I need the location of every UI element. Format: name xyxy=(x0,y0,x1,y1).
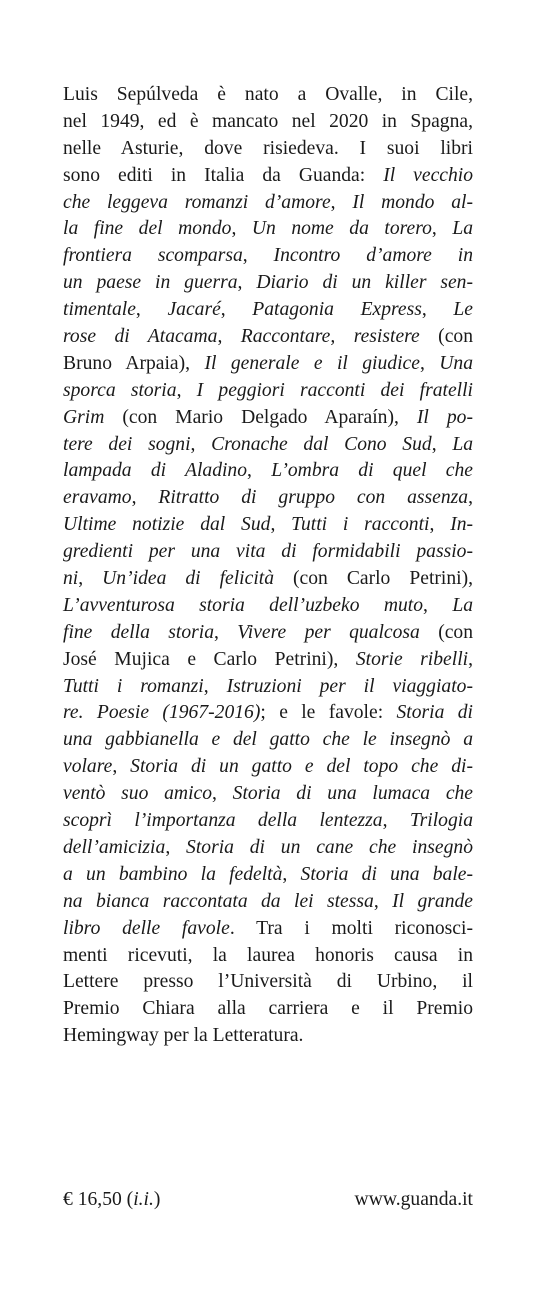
bio-line xyxy=(63,566,473,593)
book-title: gredienti per una vita di formidabili passio- xyxy=(63,541,473,563)
bio-line xyxy=(63,405,473,432)
bio-line xyxy=(63,620,473,647)
book-title: frontiera scomparsa xyxy=(63,245,243,267)
bio-line xyxy=(63,243,473,270)
book-title: Il grande xyxy=(392,890,474,912)
book-title: lampada di Aladino xyxy=(63,460,248,482)
bio-text: , xyxy=(270,514,292,536)
bio-text: (con xyxy=(419,326,473,348)
book-title: che leggeva romanzi d’amore xyxy=(63,191,331,213)
bio-text: , xyxy=(212,783,233,805)
bio-text: (con Carlo Petrini), xyxy=(274,568,474,590)
bio-text: Hemingway per la Letteratura. xyxy=(63,1025,304,1047)
book-title: Storia di xyxy=(396,702,473,724)
book-title: Storia di un gatto e del topo che di- xyxy=(130,756,473,778)
book-title: dell’amicizia xyxy=(63,836,166,858)
book-title: Il mondo al- xyxy=(352,191,473,213)
bio-line xyxy=(63,378,473,405)
bio-line xyxy=(63,512,473,539)
book-title: fine della storia xyxy=(63,621,215,643)
bio-text: nel 1949, ed è mancato nel 2020 in Spagna, xyxy=(63,110,473,132)
bio-text: nelle Asturie, dove risiedeva. I suoi libri xyxy=(63,137,473,159)
bio-text: , xyxy=(429,514,451,536)
bio-text: , xyxy=(203,675,227,697)
bio-line xyxy=(63,996,473,1023)
price-value: € 16,50 xyxy=(63,1189,122,1210)
book-title: Storia di una lumaca che xyxy=(232,783,474,805)
bio-line xyxy=(63,82,473,109)
bio-line xyxy=(63,216,473,243)
book-title: Il vecchio xyxy=(383,164,473,186)
bio-text: , xyxy=(176,379,197,401)
book-title: Raccontare, resistere xyxy=(240,326,420,348)
book-title: Istruzioni per il viaggiato- xyxy=(226,675,473,697)
bio-text: , xyxy=(217,326,241,348)
bio-text: , xyxy=(135,299,168,321)
book-title: un paese in guerra xyxy=(63,272,238,294)
book-title: libro delle favole xyxy=(63,917,230,939)
bio-text: (con Mario Delgado Aparaín), xyxy=(104,406,417,428)
bio-text: , xyxy=(242,245,274,267)
book-title: Il generale e il giudice xyxy=(204,352,420,374)
bio-line xyxy=(63,351,473,378)
book-title: Diario di un killer sen- xyxy=(256,272,474,294)
book-title: Trilogia xyxy=(409,810,473,832)
bio-text: Lettere presso l’Università di Urbino, il xyxy=(63,971,473,993)
bio-text: , xyxy=(431,433,453,455)
bio-line xyxy=(63,539,473,566)
bio-text: , xyxy=(282,863,301,885)
book-title: La xyxy=(452,594,474,616)
book-title: Ritratto di gruppo con assenza xyxy=(158,487,469,509)
book-title: La xyxy=(452,218,474,240)
bio-text: , xyxy=(78,568,103,590)
bio-text: , xyxy=(231,218,252,240)
book-title: Incontro d’amore in xyxy=(273,245,473,267)
book-title: Il po- xyxy=(416,406,473,428)
bio-text: , xyxy=(419,352,440,374)
bio-line xyxy=(63,593,473,620)
book-title: Un’idea di felicità xyxy=(102,568,275,590)
book-title: Vivere per qualcosa xyxy=(237,621,420,643)
book-title: Storia di un cane che insegnò xyxy=(186,836,473,858)
bio-text: , xyxy=(421,299,454,321)
bio-line xyxy=(63,781,473,808)
bio-text: ; e le favole: xyxy=(260,702,397,724)
bio-line xyxy=(63,270,473,297)
book-title: I peggiori racconti dei fratelli xyxy=(196,379,473,401)
bio-line xyxy=(63,969,473,996)
bio-line xyxy=(63,297,473,324)
book-title: La xyxy=(452,433,474,455)
book-title: rose di Atacama xyxy=(63,326,218,348)
bio-text: , xyxy=(214,621,238,643)
bio-text: , xyxy=(190,433,212,455)
book-title: timentale xyxy=(63,299,136,321)
book-title: sporca storia xyxy=(63,379,177,401)
bio-text: , xyxy=(423,594,453,616)
book-title: re. Poesie (1967-2016) xyxy=(63,702,261,724)
book-title: Storia di una bale- xyxy=(300,863,474,885)
bio-line xyxy=(63,458,473,485)
bio-text: , xyxy=(112,756,131,778)
bio-text: . Tra i molti riconosci- xyxy=(229,917,473,939)
book-title: L’avventurosa storia dell’uzbeko muto xyxy=(63,594,424,616)
bio-line xyxy=(63,432,473,459)
bio-text: Bruno Arpaia), xyxy=(63,352,205,374)
book-title: Jacaré xyxy=(167,299,221,321)
publisher-website: www.guanda.it xyxy=(354,1189,473,1210)
book-title: Cronache dal Cono Sud xyxy=(211,433,432,455)
book-title: In- xyxy=(450,514,474,536)
book-title: Patagonia Express xyxy=(252,299,422,321)
book-title: Grim xyxy=(63,406,105,428)
bio-text: , xyxy=(382,810,410,832)
bio-line xyxy=(63,808,473,835)
book-title: Storie ribelli xyxy=(355,648,469,670)
bio-line xyxy=(63,674,473,701)
bio-text: , xyxy=(468,648,473,670)
bio-line xyxy=(63,163,473,190)
bio-line xyxy=(63,889,473,916)
price-label: € 16,50 (i.i.) xyxy=(63,1189,161,1210)
book-title: Le xyxy=(453,299,473,321)
bio-line xyxy=(63,727,473,754)
book-title: scoprì l’importanza della lentezza xyxy=(63,810,383,832)
bio-text: , xyxy=(330,191,353,213)
book-title: Tutti i racconti xyxy=(291,514,430,536)
book-title: tere dei sogni xyxy=(63,433,191,455)
bio-line xyxy=(63,835,473,862)
book-title: una gabbianella e del gatto che le insegnò a xyxy=(63,729,473,751)
bio-text: , xyxy=(373,890,393,912)
book-title: L’ombra di quel che xyxy=(271,460,473,482)
book-title: ventò suo amico xyxy=(63,783,213,805)
bio-line xyxy=(63,1023,473,1050)
bio-line xyxy=(63,485,473,512)
bio-line xyxy=(63,647,473,674)
book-title: ni xyxy=(63,568,79,590)
bio-line xyxy=(63,700,473,727)
bio-line xyxy=(63,862,473,889)
book-title: volare xyxy=(63,756,113,778)
bio-line xyxy=(63,136,473,163)
book-title: Ultime notizie dal Sud xyxy=(63,514,271,536)
book-title: a un bambino la fedeltà xyxy=(63,863,283,885)
bio-text: sono editi in Italia da Guanda: xyxy=(63,164,384,186)
bio-text: , xyxy=(431,218,453,240)
bio-text: menti ricevuti, la laurea honoris causa in xyxy=(63,944,473,966)
bio-line xyxy=(63,943,473,970)
bio-text: , xyxy=(247,460,272,482)
bio-line xyxy=(63,190,473,217)
book-title: na bianca raccontata da lei stessa xyxy=(63,890,374,912)
book-title: la fine del mondo xyxy=(63,218,232,240)
bio-text: Luis Sepúlveda è nato a Ovalle, in Cile, xyxy=(63,84,473,105)
bio-line xyxy=(63,754,473,781)
tax-note: i.i. xyxy=(133,1189,154,1210)
bio-text: , xyxy=(131,487,159,509)
bio-text: Premio Chiara alla carriera e il Premio xyxy=(63,998,473,1020)
book-title: Tutti i romanzi xyxy=(63,675,204,697)
book-title: eravamo xyxy=(63,487,132,509)
author-biography xyxy=(63,82,473,1050)
bio-text: , xyxy=(468,487,473,509)
bio-line xyxy=(63,109,473,136)
bio-text: , xyxy=(237,272,257,294)
bio-text: , xyxy=(165,836,187,858)
bio-text: (con xyxy=(419,621,474,643)
book-title: Una xyxy=(439,352,474,374)
bio-line xyxy=(63,324,473,351)
bio-line xyxy=(63,916,473,943)
bio-text: José Mujica e Carlo Petrini), xyxy=(63,648,356,670)
bio-text: , xyxy=(220,299,253,321)
book-title: Un nome da torero xyxy=(251,218,432,240)
